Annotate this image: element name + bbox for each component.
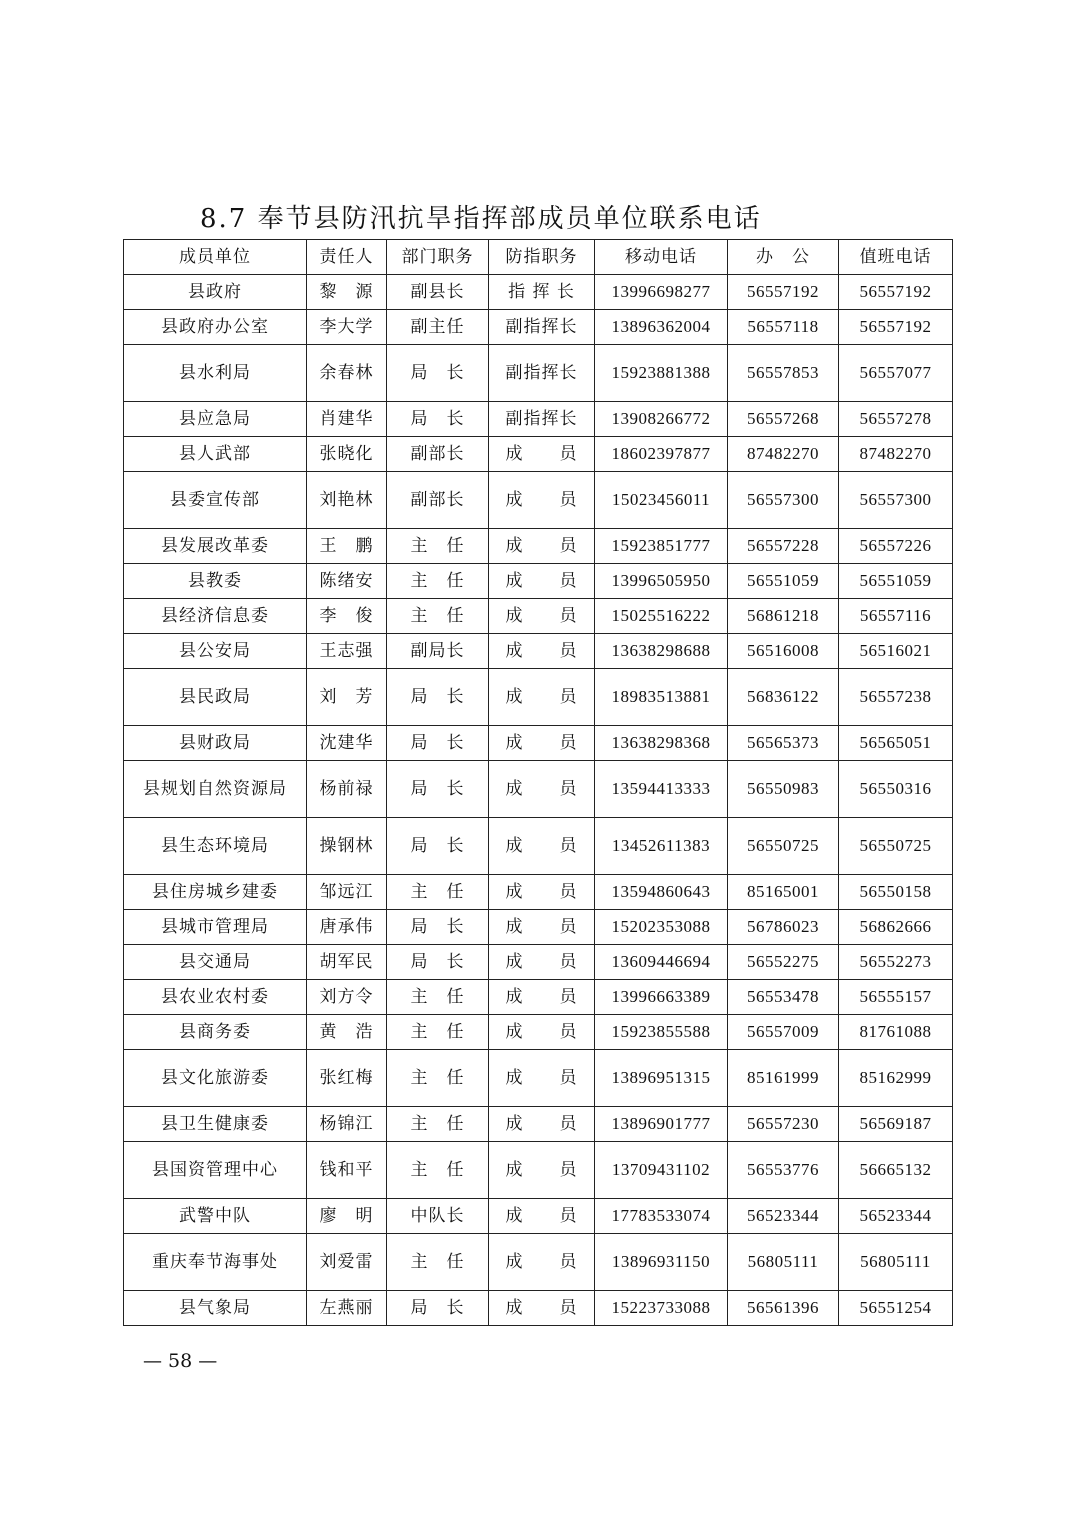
cell-duty-phone: 56557278 [839,402,953,437]
cell-office: 56557300 [728,472,839,529]
cell-person: 王志强 [307,634,387,669]
cell-unit: 县商务委 [124,1015,307,1050]
cell-person: 刘方令 [307,980,387,1015]
table-row [124,472,953,529]
table-row [124,529,953,564]
cell-office: 56551059 [728,564,839,599]
cell-person: 杨前禄 [307,761,387,818]
header-unit: 成员单位 [124,240,307,275]
table-row [124,599,953,634]
cell-unit: 县卫生健康委 [124,1107,307,1142]
table-row [124,761,953,818]
cell-unit: 县国资管理中心 [124,1142,307,1199]
table-row [124,910,953,945]
cell-person: 邹远江 [307,875,387,910]
cell-mobile: 13452611383 [595,818,728,875]
cell-command-position: 副指挥长 [489,402,595,437]
cell-command-position: 副指挥长 [489,345,595,402]
cell-command-position: 成 员 [489,761,595,818]
cell-dept-position: 主 任 [387,980,489,1015]
cell-office: 56557192 [728,275,839,310]
cell-mobile: 15923855588 [595,1015,728,1050]
cell-office: 85165001 [728,875,839,910]
cell-person: 胡军民 [307,945,387,980]
cell-duty-phone: 56805111 [839,1234,953,1291]
table-row [124,564,953,599]
contact-table [123,239,953,1326]
cell-mobile: 15025516222 [595,599,728,634]
cell-person: 左燕丽 [307,1291,387,1326]
cell-dept-position: 主 任 [387,875,489,910]
table-row [124,275,953,310]
cell-unit: 县民政局 [124,669,307,726]
cell-person: 杨锦江 [307,1107,387,1142]
cell-unit: 县城市管理局 [124,910,307,945]
table-row [124,1015,953,1050]
header-dept-position: 部门职务 [387,240,489,275]
table-row [124,634,953,669]
cell-office: 56836122 [728,669,839,726]
cell-command-position: 成 员 [489,910,595,945]
table-row [124,669,953,726]
cell-mobile: 13896362004 [595,310,728,345]
cell-office: 56550983 [728,761,839,818]
cell-unit: 县发展改革委 [124,529,307,564]
table-body [124,275,953,1326]
cell-person: 王 鹏 [307,529,387,564]
cell-duty-phone: 87482270 [839,437,953,472]
cell-office: 56557268 [728,402,839,437]
cell-unit: 县规划自然资源局 [124,761,307,818]
table-row [124,875,953,910]
cell-command-position: 成 员 [489,1050,595,1107]
cell-office: 56861218 [728,599,839,634]
cell-dept-position: 局 长 [387,1291,489,1326]
cell-command-position: 成 员 [489,875,595,910]
cell-dept-position: 主 任 [387,1234,489,1291]
table-row [124,1291,953,1326]
cell-office: 87482270 [728,437,839,472]
cell-unit: 县人武部 [124,437,307,472]
table-header-row [124,240,953,275]
cell-person: 刘爱雷 [307,1234,387,1291]
cell-duty-phone: 56516021 [839,634,953,669]
cell-mobile: 13709431102 [595,1142,728,1199]
cell-dept-position: 主 任 [387,599,489,634]
cell-office: 56552275 [728,945,839,980]
cell-duty-phone: 56551254 [839,1291,953,1326]
cell-person: 张红梅 [307,1050,387,1107]
cell-duty-phone: 56550316 [839,761,953,818]
cell-duty-phone: 56557077 [839,345,953,402]
table-row [124,402,953,437]
cell-mobile: 13996698277 [595,275,728,310]
cell-duty-phone: 56569187 [839,1107,953,1142]
cell-unit: 县应急局 [124,402,307,437]
cell-command-position: 成 员 [489,634,595,669]
cell-person: 张晓化 [307,437,387,472]
cell-office: 56557118 [728,310,839,345]
cell-dept-position: 局 长 [387,669,489,726]
cell-duty-phone: 56557238 [839,669,953,726]
cell-office: 85161999 [728,1050,839,1107]
cell-duty-phone: 85162999 [839,1050,953,1107]
cell-mobile: 18983513881 [595,669,728,726]
cell-command-position: 成 员 [489,818,595,875]
cell-command-position: 成 员 [489,529,595,564]
cell-mobile: 13896931150 [595,1234,728,1291]
page-title: 8.7 奉节县防汛抗旱指挥部成员单位联系电话 [200,204,762,234]
cell-office: 56523344 [728,1199,839,1234]
cell-mobile: 13908266772 [595,402,728,437]
cell-dept-position: 局 长 [387,945,489,980]
cell-person: 黄 浩 [307,1015,387,1050]
cell-mobile: 15223733088 [595,1291,728,1326]
cell-duty-phone: 56557116 [839,599,953,634]
cell-person: 操钢林 [307,818,387,875]
cell-duty-phone: 56550158 [839,875,953,910]
cell-person: 李 俊 [307,599,387,634]
cell-person: 黎 源 [307,275,387,310]
cell-person: 刘艳林 [307,472,387,529]
cell-office: 56553776 [728,1142,839,1199]
cell-person: 肖建华 [307,402,387,437]
cell-unit: 县生态环境局 [124,818,307,875]
page-number: — 58 — [143,1350,218,1372]
cell-office: 56557228 [728,529,839,564]
table-row [124,818,953,875]
cell-dept-position: 主 任 [387,1015,489,1050]
cell-unit: 县气象局 [124,1291,307,1326]
cell-unit: 县委宣传部 [124,472,307,529]
cell-unit: 县政府办公室 [124,310,307,345]
cell-duty-phone: 56523344 [839,1199,953,1234]
cell-mobile: 13996505950 [595,564,728,599]
cell-mobile: 15923881388 [595,345,728,402]
cell-dept-position: 主 任 [387,529,489,564]
header-command-position: 防指职务 [489,240,595,275]
cell-mobile: 13896901777 [595,1107,728,1142]
cell-unit: 县财政局 [124,726,307,761]
cell-dept-position: 局 长 [387,761,489,818]
cell-office: 56565373 [728,726,839,761]
cell-dept-position: 主 任 [387,564,489,599]
cell-dept-position: 局 长 [387,910,489,945]
cell-unit: 县水利局 [124,345,307,402]
table-row [124,1050,953,1107]
cell-unit: 县教委 [124,564,307,599]
cell-command-position: 成 员 [489,599,595,634]
cell-duty-phone: 81761088 [839,1015,953,1050]
cell-duty-phone: 56551059 [839,564,953,599]
cell-duty-phone: 56565051 [839,726,953,761]
cell-office: 56557853 [728,345,839,402]
cell-duty-phone: 56550725 [839,818,953,875]
cell-unit: 武警中队 [124,1199,307,1234]
cell-office: 56786023 [728,910,839,945]
cell-command-position: 成 员 [489,1015,595,1050]
cell-dept-position: 副局长 [387,634,489,669]
cell-duty-phone: 56552273 [839,945,953,980]
cell-person: 刘 芳 [307,669,387,726]
table-row [124,310,953,345]
cell-dept-position: 副县长 [387,275,489,310]
cell-person: 李大学 [307,310,387,345]
cell-dept-position: 局 长 [387,345,489,402]
cell-person: 沈建华 [307,726,387,761]
cell-mobile: 17783533074 [595,1199,728,1234]
cell-dept-position: 局 长 [387,726,489,761]
cell-dept-position: 主 任 [387,1050,489,1107]
cell-dept-position: 副部长 [387,437,489,472]
cell-command-position: 成 员 [489,1199,595,1234]
cell-mobile: 13638298368 [595,726,728,761]
cell-duty-phone: 56862666 [839,910,953,945]
cell-command-position: 成 员 [489,1107,595,1142]
cell-office: 56553478 [728,980,839,1015]
cell-unit: 县经济信息委 [124,599,307,634]
cell-mobile: 15023456011 [595,472,728,529]
table-row [124,1199,953,1234]
cell-command-position: 成 员 [489,726,595,761]
cell-office: 56550725 [728,818,839,875]
table-row [124,945,953,980]
cell-unit: 县文化旅游委 [124,1050,307,1107]
cell-command-position: 指 挥 长 [489,275,595,310]
cell-command-position: 成 员 [489,437,595,472]
cell-unit: 县政府 [124,275,307,310]
cell-command-position: 副指挥长 [489,310,595,345]
cell-person: 陈绪安 [307,564,387,599]
cell-mobile: 13638298688 [595,634,728,669]
cell-mobile: 18602397877 [595,437,728,472]
cell-unit: 县公安局 [124,634,307,669]
cell-mobile: 15202353088 [595,910,728,945]
table-row [124,437,953,472]
cell-command-position: 成 员 [489,1234,595,1291]
cell-unit: 县农业农村委 [124,980,307,1015]
cell-office: 56557230 [728,1107,839,1142]
cell-mobile: 13594860643 [595,875,728,910]
cell-mobile: 15923851777 [595,529,728,564]
cell-unit: 重庆奉节海事处 [124,1234,307,1291]
cell-dept-position: 主 任 [387,1107,489,1142]
header-office: 办 公 [728,240,839,275]
cell-dept-position: 中队长 [387,1199,489,1234]
table-row [124,345,953,402]
header-person: 责任人 [307,240,387,275]
cell-duty-phone: 56555157 [839,980,953,1015]
table-row [124,1234,953,1291]
cell-duty-phone: 56557192 [839,310,953,345]
table-row [124,1142,953,1199]
table-row [124,726,953,761]
cell-person: 余春林 [307,345,387,402]
cell-unit: 县住房城乡建委 [124,875,307,910]
cell-command-position: 成 员 [489,669,595,726]
cell-mobile: 13896951315 [595,1050,728,1107]
cell-mobile: 13609446694 [595,945,728,980]
cell-mobile: 13996663389 [595,980,728,1015]
cell-person: 廖 明 [307,1199,387,1234]
cell-unit: 县交通局 [124,945,307,980]
cell-office: 56561396 [728,1291,839,1326]
table-row [124,980,953,1015]
cell-duty-phone: 56665132 [839,1142,953,1199]
cell-dept-position: 局 长 [387,818,489,875]
header-mobile: 移动电话 [595,240,728,275]
cell-command-position: 成 员 [489,945,595,980]
cell-command-position: 成 员 [489,1142,595,1199]
cell-duty-phone: 56557300 [839,472,953,529]
table-row [124,1107,953,1142]
cell-command-position: 成 员 [489,564,595,599]
cell-office: 56516008 [728,634,839,669]
cell-command-position: 成 员 [489,980,595,1015]
header-duty-phone: 值班电话 [839,240,953,275]
cell-duty-phone: 56557226 [839,529,953,564]
cell-mobile: 13594413333 [595,761,728,818]
cell-person: 唐承伟 [307,910,387,945]
cell-dept-position: 副主任 [387,310,489,345]
cell-command-position: 成 员 [489,472,595,529]
cell-person: 钱和平 [307,1142,387,1199]
cell-dept-position: 主 任 [387,1142,489,1199]
cell-duty-phone: 56557192 [839,275,953,310]
cell-office: 56805111 [728,1234,839,1291]
cell-dept-position: 副部长 [387,472,489,529]
cell-office: 56557009 [728,1015,839,1050]
cell-dept-position: 局 长 [387,402,489,437]
cell-command-position: 成 员 [489,1291,595,1326]
